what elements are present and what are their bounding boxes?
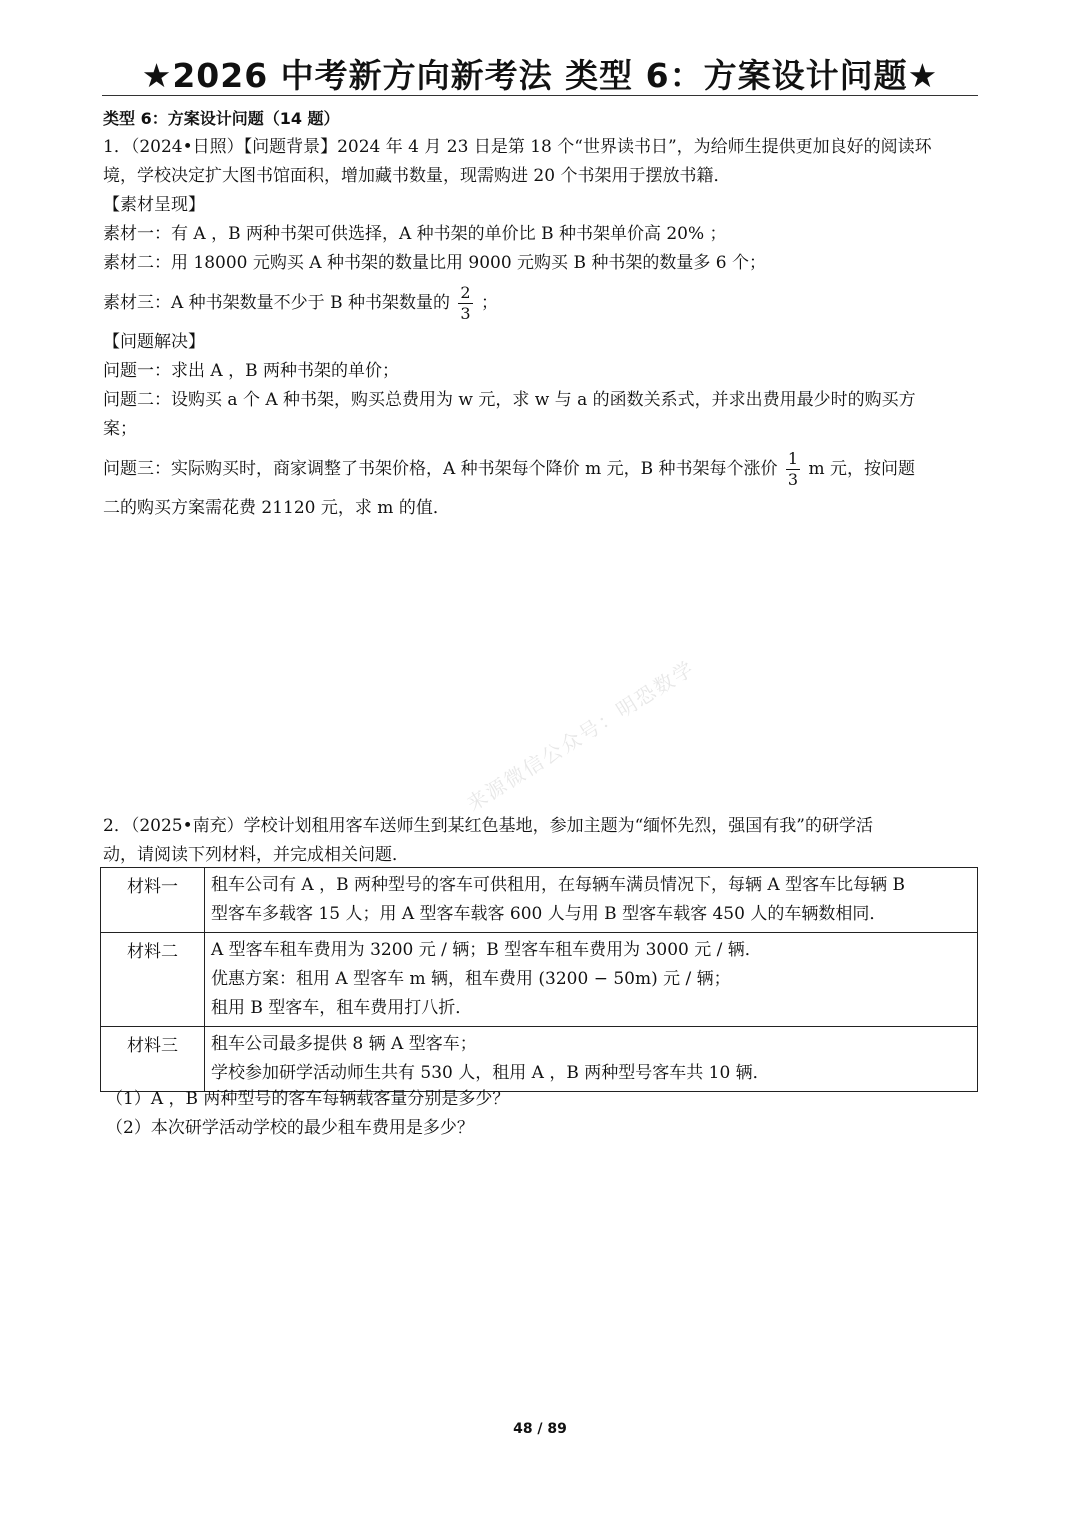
title-underline — [102, 95, 978, 96]
material-1: 素材一：有 A ，B 两种书架可供选择，A 种书架的单价比 B 种书架单价高 20% ； — [103, 224, 727, 244]
q1-text-line: 境，学校决定扩大图书馆面积，增加藏书数量，现需购进 20 个书架用于摆放书籍． — [103, 166, 731, 186]
table-cell-line: A 型客车租车费用为 3200 元 / 辆；B 型客车租车费用为 3000 元 / 辆． — [211, 940, 762, 960]
fraction-numerator: 1 — [787, 449, 799, 468]
materials-table — [100, 867, 978, 1092]
fraction-one-third — [786, 449, 800, 490]
question-2-intro — [103, 812, 978, 870]
table-row — [101, 933, 978, 1027]
table-cell-line: 型客车多载客 15 人；用 A 型客车载客 600 人与用 B 型客车载客 450 人的车辆数相同． — [211, 904, 887, 924]
problem-3-text-end: m 元，按问题 — [808, 459, 916, 479]
material-2: 素材二：用 18000 元购买 A 种书架的数量比用 9000 元购买 B 种书架的数量多 6 个； — [103, 253, 766, 273]
watermark: 来源微信公众号：明恐数学 — [462, 655, 700, 816]
subquestion-2: （2）本次研学活动学校的最少租车费用是多少？ — [106, 1118, 474, 1138]
q2-text-line: 动，请阅读下列材料，并完成相关问题． — [103, 845, 409, 865]
page-number: 48 / 89 — [513, 1421, 567, 1437]
fraction-numerator: 2 — [460, 283, 471, 302]
table-row-content — [205, 868, 978, 933]
section-heading: 类型 6：方案设计问题（14 题） — [103, 109, 340, 128]
problem-3-text: 问题三：实际购买时，商家调整了书架价格，A 种书架每个降价 m 元，B 种书架每个涨价 — [103, 459, 778, 479]
table-cell-line: 优惠方案：租用 A 型客车 m 辆，租车费用 (3200 − 50m) 元 / 辆； — [211, 969, 731, 989]
table-row-content — [205, 933, 978, 1027]
q1-text-line: 1．（2024•日照）【问题背景】2024 年 4 月 23 日是第 18 个“世界读书日”，为给师生提供更加良好的阅读环 — [103, 137, 932, 157]
table-cell-line: 学校参加研学活动师生共有 530 人，租用 A ，B 两种型号客车共 10 辆． — [211, 1063, 770, 1083]
table-cell-line: 租用 B 型客车，租车费用打八折． — [211, 998, 473, 1018]
subquestion-1: （1）A ，B 两种型号的客车每辆载客量分别是多少？ — [106, 1089, 510, 1109]
table-row — [101, 1027, 978, 1092]
fraction-two-thirds — [458, 283, 472, 324]
problem-1: 问题一：求出 A ，B 两种书架的单价； — [103, 361, 399, 381]
table-row-label: 材料三 — [101, 1027, 205, 1092]
q2-text-line: 2．（2025•南充）学校计划租用客车送师生到某红色基地，参加主题为“缅怀先烈，强国有我”的研学活 — [103, 816, 873, 836]
table-cell-line: 租车公司有 A ，B 两种型号的客车可供租用，在每辆车满员情况下，每辆 A 型客车比每辆 B — [211, 875, 905, 895]
problem-3 — [103, 444, 978, 494]
material-3 — [103, 278, 978, 328]
material-3-end: ； — [480, 293, 498, 313]
material-3-text: 素材三：A 种书架数量不少于 B 种书架数量的 — [103, 293, 450, 313]
table-cell-line: 租车公司最多提供 8 辆 A 型客车； — [211, 1034, 477, 1054]
table-row-label: 材料一 — [101, 868, 205, 933]
fraction-denominator: 3 — [787, 470, 799, 489]
materials-heading: 【素材呈现】 — [103, 195, 205, 215]
problem-3-line-2: 二的购买方案需花费 21120 元，求 m 的值． — [103, 498, 450, 518]
solve-heading: 【问题解决】 — [103, 332, 205, 352]
question-2-subquestions — [106, 1085, 978, 1143]
table-row-label: 材料二 — [101, 933, 205, 1027]
fraction-denominator: 3 — [460, 304, 471, 323]
page-title: ★2026 中考新方向新考法 类型 6：方案设计问题★ — [141, 56, 939, 95]
table-row — [101, 868, 978, 933]
question-1-block — [103, 104, 978, 523]
problem-2-line: 案； — [103, 419, 137, 439]
table-row-content — [205, 1027, 978, 1092]
problem-2-line: 问题二：设购买 a 个 A 种书架，购买总费用为 w 元，求 w 与 a 的函数关系式，并求出费用最少时的购买方 — [103, 390, 916, 410]
